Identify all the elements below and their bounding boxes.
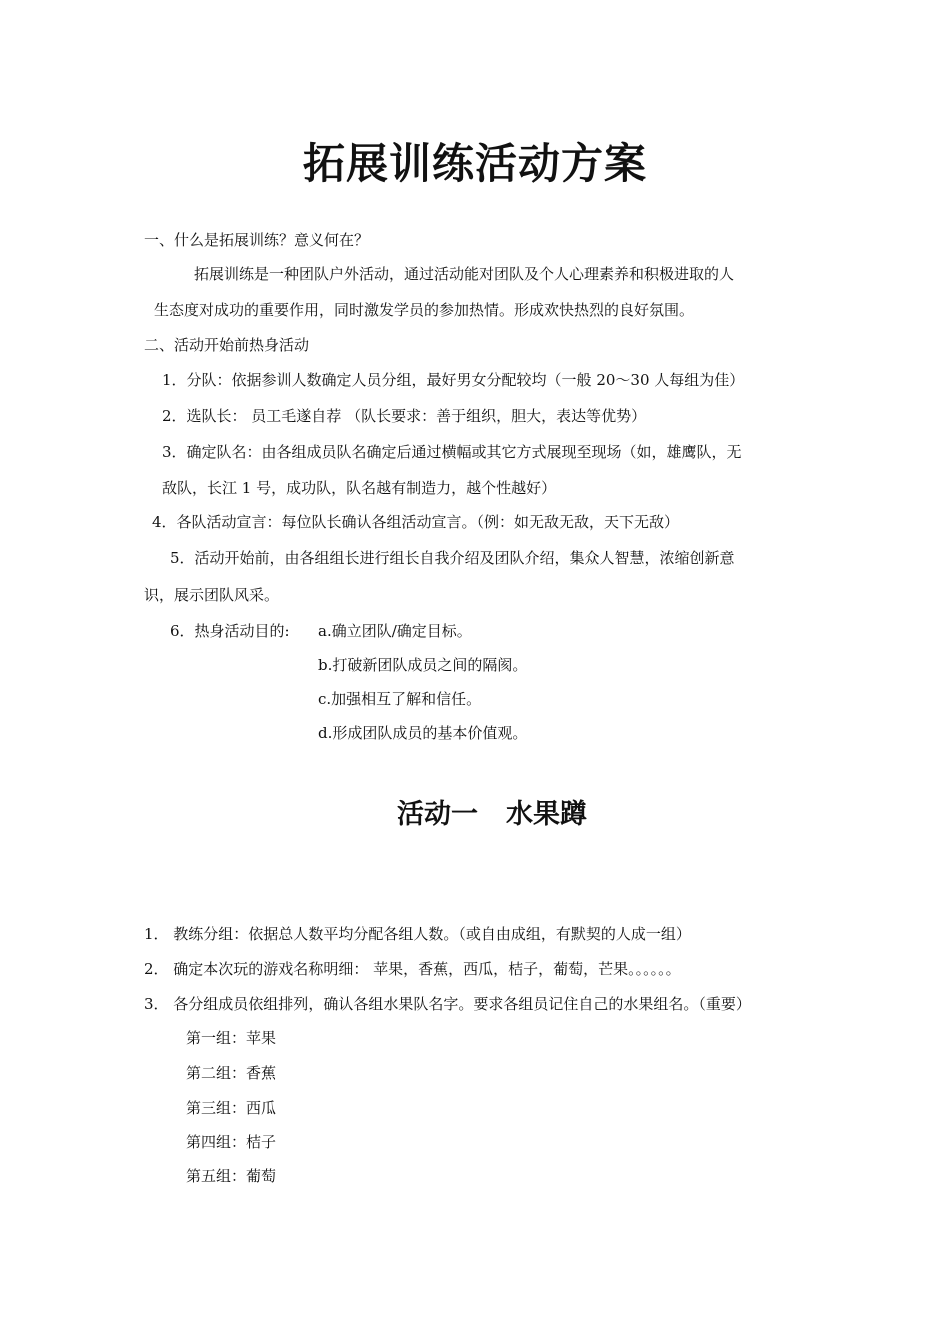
section2-heading: 二、活动开始前热身活动 (144, 336, 310, 354)
group-item-4: 第四组：桔子 (186, 1133, 277, 1151)
group-item-1: 第一组：苹果 (186, 1029, 277, 1047)
section2-item3-line2: 敌队，长江 1 号，成功队，队名越有制造力，越个性越好） (162, 479, 557, 497)
group-item-3: 第三组：西瓜 (186, 1099, 277, 1117)
activity1-step-2: 2． 确定本次玩的游戏名称明细： 苹果，香蕉，西瓜，桔子，葡萄，芒果。。。。。。 (144, 960, 681, 978)
section2-item1: 1．分队：依据参训人数确定人员分组，最好男女分配较均（一般 20～30 人每组为佳） (162, 371, 745, 389)
activity1-title (0, 797, 950, 833)
document-title: 拓展训练活动方案 (302, 139, 647, 188)
section1-paragraph-line2: 生态度对成功的重要作用，同时激发学员的参加热情。形成欢快热烈的良好氛围。 (154, 301, 695, 319)
activity1-title-part2: 水果蹲 (506, 799, 587, 830)
group-item-5: 第五组：葡萄 (186, 1167, 277, 1185)
goal-item-d: d.形成团队成员的基本价值观。 (318, 724, 528, 742)
goal-item-c: c.加强相互了解和信任。 (318, 690, 482, 708)
section2-item2: 2．选队长： 员工毛遂自荐 （队长要求：善于组织，胆大，表达等优势） (162, 407, 647, 425)
section1-paragraph-line1: 拓展训练是一种团队户外活动，通过活动能对团队及个人心理素养和积极进取的人 (194, 265, 735, 283)
activity1-title-part1: 活动一 (397, 799, 478, 830)
activity1-step-1: 1． 教练分组：依据总人数平均分配各组人数。（或自由成组，有默契的人成一组） (144, 925, 691, 943)
group-item-2: 第二组：香蕉 (186, 1064, 277, 1082)
goal-item-a: a.确立团队/确定目标。 (318, 622, 472, 640)
section1-heading: 一、什么是拓展训练？意义何在？ (144, 231, 370, 249)
section2-item4: 4．各队活动宣言：每位队长确认各组活动宣言。（例：如无敌无敌，天下无敌） (152, 513, 680, 531)
section2-item6-label: 6．热身活动目的: (170, 622, 290, 640)
goal-item-b: b.打破新团队成员之间的隔阂。 (318, 656, 528, 674)
section2-item5-line2: 识，展示团队风采。 (144, 586, 280, 604)
activity1-step-3: 3． 各分组成员依组排列，确认各组水果队名字。要求各组员记住自己的水果组名。（重要） (144, 995, 751, 1013)
section2-item3-line1: 3．确定队名：由各组成员队名确定后通过横幅或其它方式展现至现场（如，雄鹰队，无 (162, 443, 742, 461)
section2-item5-line1: 5．活动开始前，由各组组长进行组长自我介绍及团队介绍，集众人智慧，浓缩创新意 (170, 549, 735, 567)
